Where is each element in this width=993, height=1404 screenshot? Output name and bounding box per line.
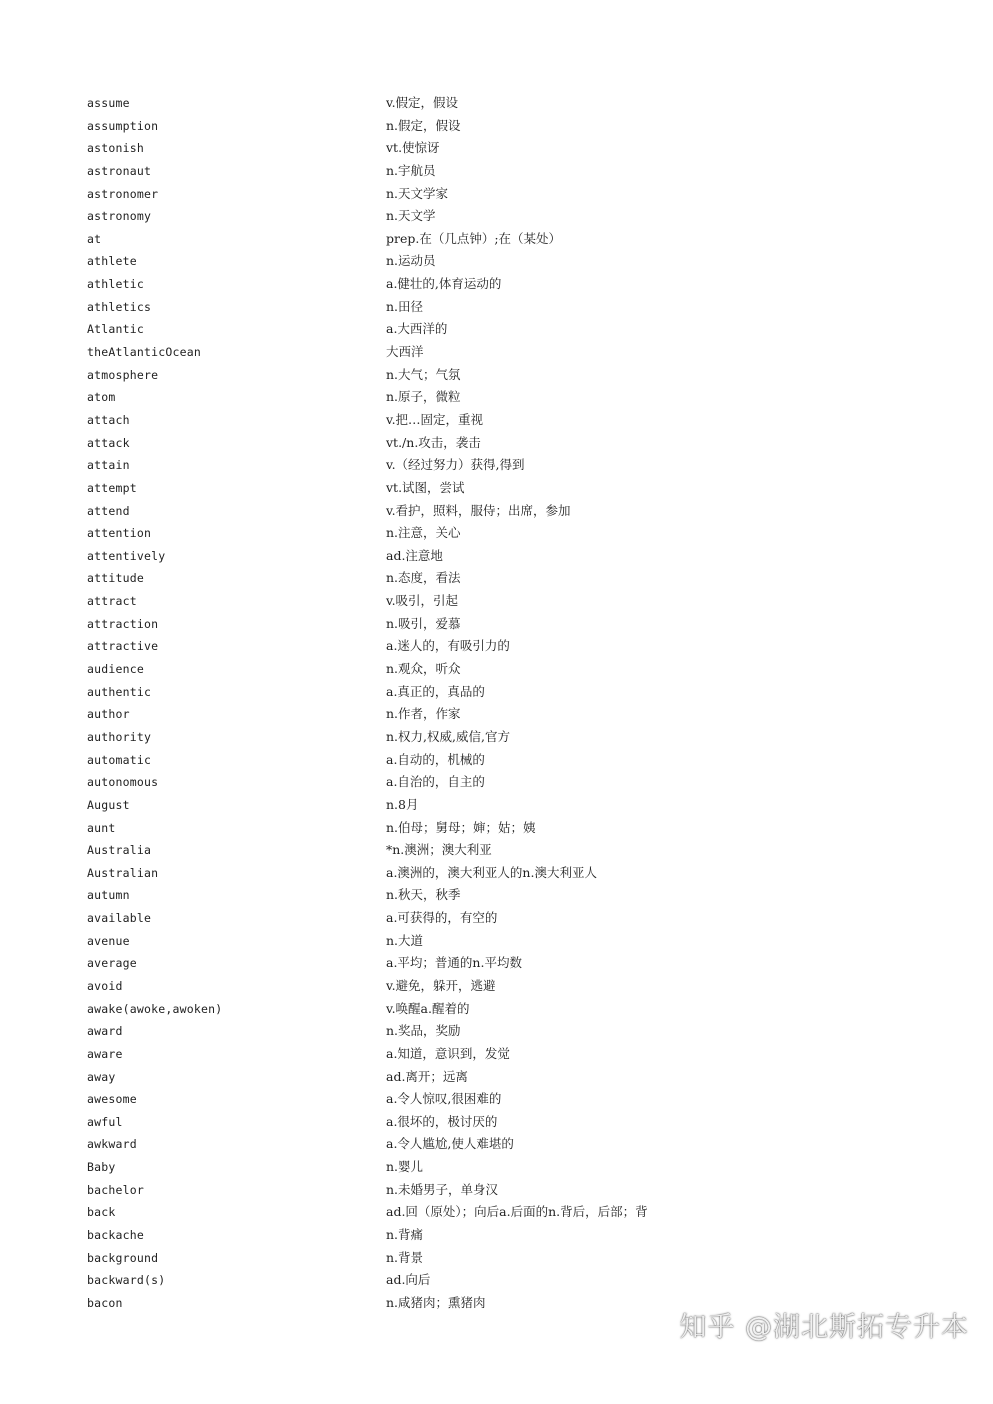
entry-word: bachelor bbox=[87, 1182, 144, 1197]
entry-definition: n.吸引，爱慕 bbox=[386, 615, 461, 631]
vocab-entry bbox=[87, 477, 967, 500]
vocab-entry bbox=[87, 1247, 967, 1270]
vocabulary-list bbox=[87, 92, 967, 1315]
entry-definition: a.知道，意识到，发觉 bbox=[386, 1045, 510, 1061]
entry-definition: n.奖品，奖励 bbox=[386, 1023, 461, 1039]
entry-word: attraction bbox=[87, 616, 159, 631]
entry-word: avoid bbox=[87, 978, 123, 993]
vocab-entry bbox=[87, 590, 967, 613]
entry-definition: *n.澳洲；澳大利亚 bbox=[386, 842, 492, 858]
vocab-entry bbox=[87, 409, 967, 432]
vocab-entry bbox=[87, 1201, 967, 1224]
entry-word: athletics bbox=[87, 299, 152, 314]
entry-definition: n.婴儿 bbox=[386, 1159, 424, 1175]
entry-word: astronomy bbox=[87, 209, 152, 224]
vocab-entry bbox=[87, 749, 967, 772]
vocab-entry bbox=[87, 92, 967, 115]
entry-word: attract bbox=[87, 594, 137, 609]
entry-word: automatic bbox=[87, 752, 152, 767]
entry-word: athlete bbox=[87, 254, 137, 269]
entry-word: theAtlanticOcean bbox=[87, 345, 201, 360]
entry-word: attend bbox=[87, 503, 130, 518]
vocab-entry bbox=[87, 952, 967, 975]
entry-word: athletic bbox=[87, 277, 144, 292]
vocab-entry bbox=[87, 771, 967, 794]
entry-definition: v.唤醒a.醒着的 bbox=[386, 1000, 470, 1016]
entry-definition: n.假定，假设 bbox=[386, 117, 461, 133]
entry-word: awful bbox=[87, 1114, 123, 1129]
entry-word: atom bbox=[87, 390, 116, 405]
entry-word: bacon bbox=[87, 1295, 123, 1310]
entry-word: astonish bbox=[87, 141, 144, 156]
vocab-entry bbox=[87, 884, 967, 907]
entry-definition: a.健壮的,体育运动的 bbox=[386, 276, 502, 292]
entry-word: audience bbox=[87, 662, 144, 677]
entry-word: assume bbox=[87, 96, 130, 110]
entry-definition: ad.注意地 bbox=[386, 547, 443, 563]
entry-definition: n.运动员 bbox=[386, 253, 436, 269]
entry-definition: n.观众，听众 bbox=[386, 661, 461, 677]
vocab-entry bbox=[87, 1020, 967, 1043]
vocab-entry bbox=[87, 1043, 967, 1066]
vocab-entry bbox=[87, 137, 967, 160]
vocab-entry bbox=[87, 341, 967, 364]
entry-definition: v.避免，躲开，逃避 bbox=[386, 977, 496, 993]
entry-word: awesome bbox=[87, 1092, 137, 1107]
entry-word: backward(s) bbox=[87, 1273, 166, 1288]
entry-definition: a.令人惊叹,很困难的 bbox=[386, 1091, 502, 1107]
entry-definition: ad.回（原处）；向后a.后面的n.背后，后部；背 bbox=[386, 1204, 648, 1220]
entry-word: Australia bbox=[87, 843, 152, 858]
entry-word: attitude bbox=[87, 571, 144, 586]
entry-word: attentively bbox=[87, 548, 166, 563]
entry-word: awkward bbox=[87, 1137, 137, 1152]
entry-definition: a.迷人的，有吸引力的 bbox=[386, 638, 510, 654]
vocab-entry bbox=[87, 998, 967, 1021]
vocab-entry bbox=[87, 545, 967, 568]
vocab-entry bbox=[87, 817, 967, 840]
entry-definition: v.（经过努力）获得,得到 bbox=[386, 457, 525, 473]
vocab-entry bbox=[87, 794, 967, 817]
entry-word: August bbox=[87, 797, 130, 812]
entry-definition: n.未婚男子，单身汉 bbox=[386, 1181, 499, 1197]
entry-definition: n.背痛 bbox=[386, 1227, 424, 1243]
entry-word: aware bbox=[87, 1046, 123, 1061]
entry-definition: n.作者，作家 bbox=[386, 706, 461, 722]
entry-word: assumption bbox=[87, 118, 159, 133]
vocab-entry bbox=[87, 726, 967, 749]
entry-definition: vt.使惊讶 bbox=[386, 140, 440, 156]
entry-definition: a.可获得的，有空的 bbox=[386, 910, 498, 926]
vocab-entry bbox=[87, 228, 967, 251]
entry-word: back bbox=[87, 1205, 116, 1220]
entry-definition: n.大道 bbox=[386, 932, 424, 948]
entry-word: avenue bbox=[87, 933, 130, 948]
entry-word: attention bbox=[87, 526, 152, 541]
entry-definition: v.看护，照料，服侍；出席，参加 bbox=[386, 502, 571, 518]
entry-definition: v.吸引，引起 bbox=[386, 593, 459, 609]
entry-definition: a.很坏的，极讨厌的 bbox=[386, 1113, 498, 1129]
entry-definition: a.自动的，机械的 bbox=[386, 751, 485, 767]
entry-definition: ad.向后 bbox=[386, 1272, 431, 1288]
entry-definition: n.大气；气氛 bbox=[386, 366, 461, 382]
entry-word: attack bbox=[87, 435, 130, 450]
entry-definition: n.宇航员 bbox=[386, 162, 436, 178]
entry-word: aunt bbox=[87, 820, 116, 835]
vocab-entry bbox=[87, 183, 967, 206]
vocab-entry bbox=[87, 1111, 967, 1134]
vocab-entry bbox=[87, 567, 967, 590]
entry-word: Australian bbox=[87, 865, 159, 880]
entry-word: autonomous bbox=[87, 775, 159, 790]
entry-definition: n.8月 bbox=[386, 796, 419, 812]
vocab-entry bbox=[87, 907, 967, 930]
vocab-entry bbox=[87, 658, 967, 681]
entry-definition: n.态度，看法 bbox=[386, 570, 461, 586]
entry-word: authentic bbox=[87, 684, 152, 699]
vocab-entry bbox=[87, 115, 967, 138]
entry-definition: n.秋天，秋季 bbox=[386, 887, 461, 903]
entry-definition: a.令人尴尬,使人难堪的 bbox=[386, 1136, 514, 1152]
vocab-entry bbox=[87, 364, 967, 387]
entry-definition: a.大西洋的 bbox=[386, 321, 448, 337]
entry-word: attain bbox=[87, 458, 130, 473]
entry-word: autumn bbox=[87, 888, 130, 903]
vocab-entry bbox=[87, 1179, 967, 1202]
vocab-entry bbox=[87, 386, 967, 409]
vocab-entry bbox=[87, 1088, 967, 1111]
vocab-entry bbox=[87, 681, 967, 704]
entry-word: backache bbox=[87, 1228, 144, 1243]
entry-word: attempt bbox=[87, 480, 137, 495]
entry-word: astronomer bbox=[87, 186, 159, 201]
vocab-entry bbox=[87, 1066, 967, 1089]
vocab-entry bbox=[87, 975, 967, 998]
vocab-entry bbox=[87, 930, 967, 953]
vocab-entry bbox=[87, 160, 967, 183]
entry-definition: 大西洋 bbox=[386, 344, 424, 360]
entry-definition: prep.在（几点钟）;在（某处） bbox=[386, 230, 562, 246]
entry-definition: v.把…固定，重视 bbox=[386, 411, 484, 427]
entry-definition: a.平均；普通的n.平均数 bbox=[386, 955, 522, 971]
vocab-entry bbox=[87, 250, 967, 273]
vocab-entry bbox=[87, 296, 967, 319]
entry-word: author bbox=[87, 707, 130, 722]
entry-definition: a.真正的，真品的 bbox=[386, 683, 485, 699]
vocab-entry bbox=[87, 635, 967, 658]
vocab-entry bbox=[87, 318, 967, 341]
entry-word: away bbox=[87, 1069, 116, 1084]
entry-word: astronaut bbox=[87, 163, 152, 178]
vocab-entry bbox=[87, 1269, 967, 1292]
vocab-entry bbox=[87, 522, 967, 545]
vocab-entry bbox=[87, 1224, 967, 1247]
vocab-entry bbox=[87, 839, 967, 862]
entry-word: average bbox=[87, 956, 137, 971]
entry-definition: n.田径 bbox=[386, 298, 424, 314]
entry-definition: n.天文学家 bbox=[386, 185, 449, 201]
entry-definition: vt./n.攻击，袭击 bbox=[386, 434, 481, 450]
entry-definition: ad.离开；远离 bbox=[386, 1068, 468, 1084]
vocab-entry bbox=[87, 432, 967, 455]
entry-word: available bbox=[87, 911, 152, 926]
entry-word: at bbox=[87, 231, 102, 246]
entry-definition: v.假定，假设 bbox=[386, 95, 459, 110]
vocab-entry bbox=[87, 613, 967, 636]
entry-word: Baby bbox=[87, 1160, 116, 1175]
vocab-entry bbox=[87, 205, 967, 228]
vocab-entry bbox=[87, 273, 967, 296]
entry-definition: n.背景 bbox=[386, 1249, 424, 1265]
entry-word: attractive bbox=[87, 639, 159, 654]
entry-word: award bbox=[87, 1024, 123, 1039]
vocab-entry bbox=[87, 500, 967, 523]
entry-definition: n.原子，微粒 bbox=[386, 389, 461, 405]
entry-word: atmosphere bbox=[87, 367, 159, 382]
entry-word: awake(awoke,awoken) bbox=[87, 1001, 223, 1016]
entry-word: attach bbox=[87, 412, 130, 427]
vocab-entry bbox=[87, 703, 967, 726]
entry-definition: n.注意，关心 bbox=[386, 525, 461, 541]
entry-word: background bbox=[87, 1250, 159, 1265]
vocab-entry bbox=[87, 1156, 967, 1179]
entry-word: Atlantic bbox=[87, 322, 144, 337]
entry-definition: n.伯母；舅母；婶；姑；姨 bbox=[386, 819, 536, 835]
vocab-entry bbox=[87, 862, 967, 885]
entry-definition: vt.试图，尝试 bbox=[386, 479, 465, 495]
entry-word: authority bbox=[87, 729, 152, 744]
entry-definition: n.权力,权威,威信,官方 bbox=[386, 728, 510, 744]
entry-definition: n.天文学 bbox=[386, 208, 436, 224]
vocab-entry bbox=[87, 1133, 967, 1156]
entry-definition: n.咸猪肉；熏猪肉 bbox=[386, 1294, 486, 1310]
vocab-entry bbox=[87, 454, 967, 477]
entry-definition: a.自治的，自主的 bbox=[386, 774, 485, 790]
entry-definition: a.澳洲的，澳大利亚人的n.澳大利亚人 bbox=[386, 864, 597, 880]
watermark: 知乎 @湖北斯拓专升本 bbox=[679, 1312, 969, 1343]
